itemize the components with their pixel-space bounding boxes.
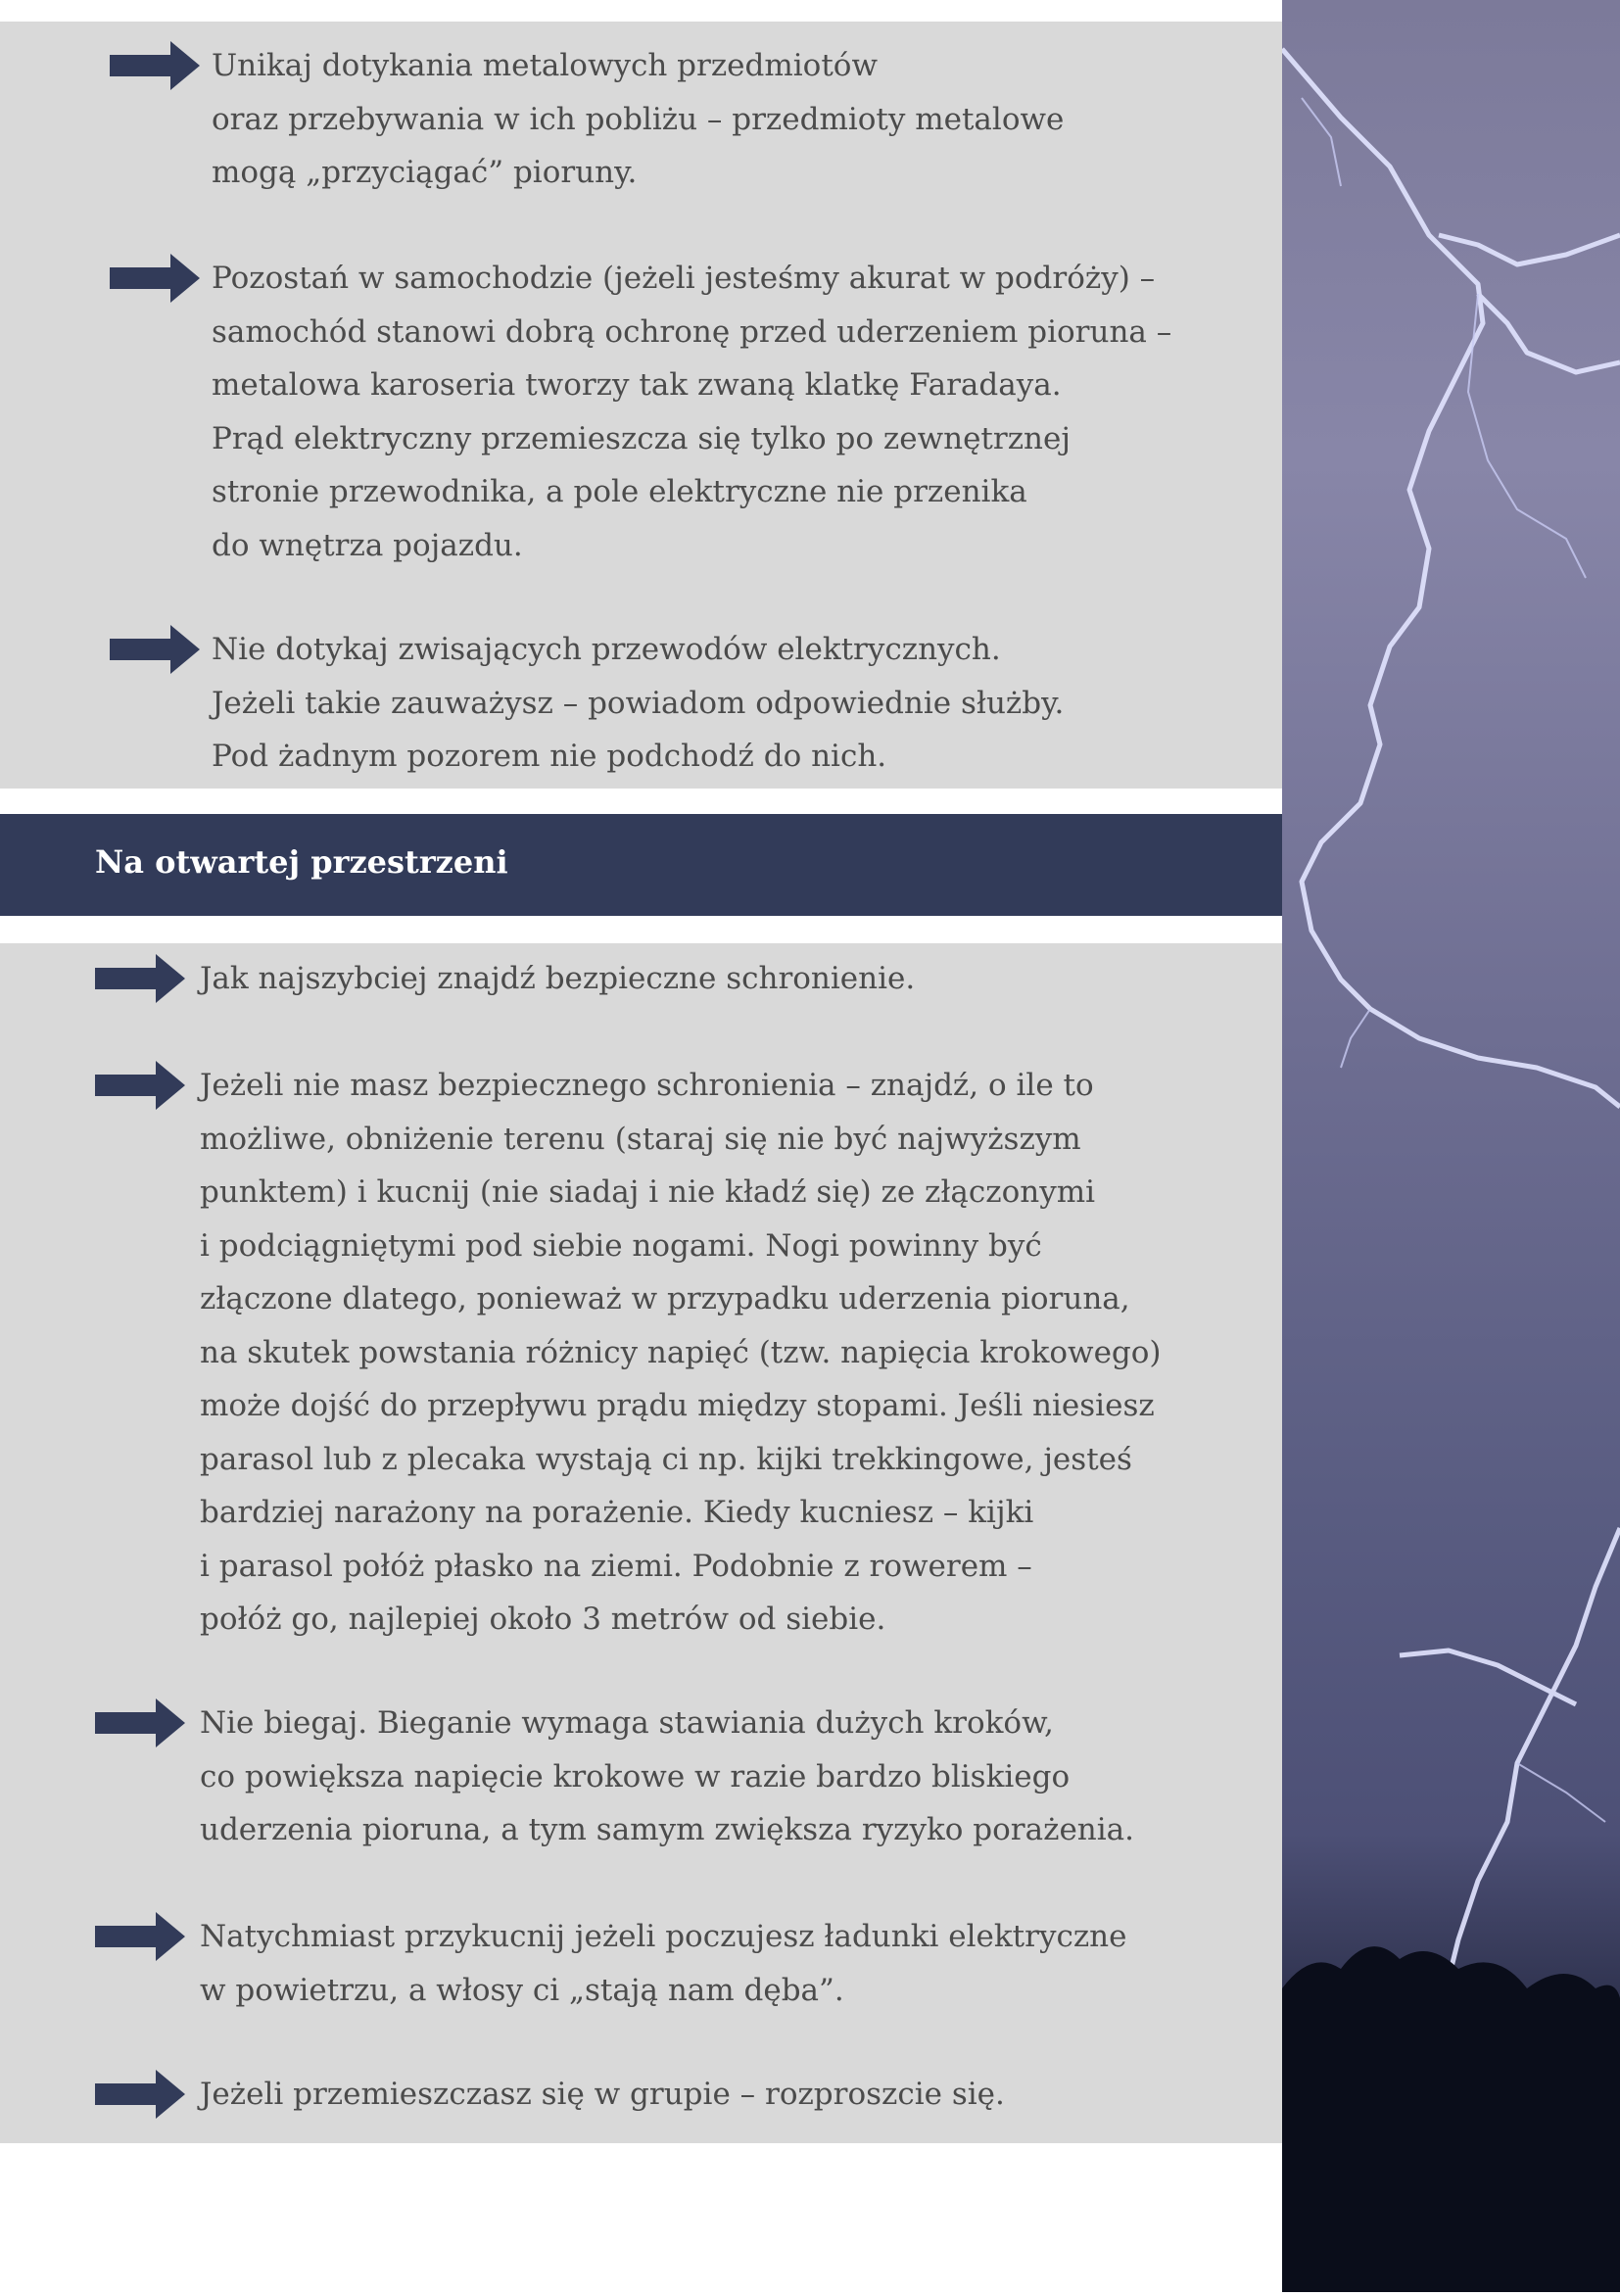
list-item-line: w powietrzu, a włosy ci „stają nam dęba”. bbox=[200, 1972, 844, 2008]
list-item-line: oraz przebywania w ich pobliżu – przedmioty metalowe bbox=[212, 101, 1065, 137]
list-item-line: Nie dotykaj zwisających przewodów elektrycznych. bbox=[212, 632, 1001, 667]
list-item-line: Pozostań w samochodzie (jeżeli jesteśmy akurat w podróży) – bbox=[212, 261, 1156, 296]
list-item-line: Jeżeli nie masz bezpiecznego schronienia – znajdź, o ile to bbox=[200, 1068, 1094, 1103]
list-item-line: złączone dlatego, ponieważ w przypadku uderzenia pioruna, bbox=[200, 1281, 1130, 1316]
list-item-line: Natychmiast przykucnij jeżeli poczujesz ładunki elektryczne bbox=[200, 1919, 1127, 1954]
list-item-line: Jeżeli przemieszczasz się w grupie – rozproszcie się. bbox=[200, 2077, 1005, 2112]
list-item-line: Jak najszybciej znajdź bezpieczne schronienie. bbox=[200, 961, 916, 996]
list-item-line: może dojść do przepływu prądu między stopami. Jeśli niesiesz bbox=[200, 1388, 1155, 1423]
list-item bbox=[200, 1697, 1134, 1857]
list-item-line: i parasol połóż płasko na ziemi. Podobnie z rowerem – bbox=[200, 1548, 1032, 1584]
list-item-line: Nie biegaj. Bieganie wymaga stawiania dużych kroków, bbox=[200, 1705, 1054, 1741]
arrow-bullet-icon bbox=[95, 1061, 185, 1110]
list-item bbox=[200, 1910, 1126, 2017]
list-item-line: do wnętrza pojazdu. bbox=[212, 527, 523, 563]
lightning-icon bbox=[1282, 0, 1620, 2292]
list-item-line: metalowa karoseria tworzy tak zwaną klatkę Faradaya. bbox=[212, 367, 1062, 403]
list-item-line: Prąd elektryczny przemieszcza się tylko po zewnętrznej bbox=[212, 420, 1071, 456]
list-item bbox=[212, 623, 1064, 784]
list-item-line: punktem) i kucnij (nie siadaj i nie kładź się) ze złączonymi bbox=[200, 1174, 1096, 1210]
list-item-line: bardziej narażony na porażenie. Kiedy kucniesz – kijki bbox=[200, 1495, 1034, 1530]
list-item bbox=[200, 2068, 1005, 2122]
list-item-line: parasol lub z plecaka wystają ci np. kijki trekkingowe, jesteś bbox=[200, 1441, 1132, 1477]
arrow-bullet-icon bbox=[110, 254, 200, 303]
list-item-line: co powiększa napięcie krokowe w razie bardzo bliskiego bbox=[200, 1758, 1071, 1794]
list-item bbox=[212, 252, 1171, 572]
arrow-bullet-icon bbox=[95, 2070, 185, 2119]
list-item bbox=[200, 1059, 1162, 1647]
section-header bbox=[0, 814, 1282, 916]
section-heading: Na otwartej przestrzeni bbox=[95, 843, 508, 881]
list-item-line: Pod żadnym pozorem nie podchodź do nich. bbox=[212, 739, 887, 774]
list-item-line: uderzenia pioruna, a tym samym zwiększa ryzyko porażenia. bbox=[200, 1812, 1135, 1847]
list-item-line: i podciągniętymi pod siebie nogami. Nogi powinny być bbox=[200, 1227, 1042, 1264]
list-item-line: połóż go, najlepiej około 3 metrów od siebie. bbox=[200, 1602, 886, 1637]
arrow-bullet-icon bbox=[95, 1912, 185, 1961]
list-item-line: na skutek powstania różnicy napięć (tzw. napięcia krokowego) bbox=[200, 1334, 1162, 1370]
arrow-bullet-icon bbox=[110, 41, 200, 90]
lightning-photo bbox=[1282, 0, 1620, 2292]
list-item-line: mogą „przyciągać” pioruny. bbox=[212, 155, 638, 190]
list-item-line: Jeżeli takie zauważysz – powiadom odpowiednie służby. bbox=[212, 685, 1065, 721]
arrow-bullet-icon bbox=[95, 954, 185, 1003]
list-item-line: samochód stanowi dobrą ochronę przed uderzeniem pioruna – bbox=[212, 313, 1172, 350]
list-item-line: możliwe, obniżenie terenu (staraj się nie być najwyższym bbox=[200, 1121, 1081, 1157]
arrow-bullet-icon bbox=[95, 1698, 185, 1747]
list-item bbox=[200, 952, 915, 1006]
list-item-line: Unikaj dotykania metalowych przedmiotów bbox=[212, 48, 879, 83]
list-item-line: stronie przewodnika, a pole elektryczne nie przenika bbox=[212, 474, 1027, 509]
arrow-bullet-icon bbox=[110, 625, 200, 674]
list-item bbox=[212, 39, 1064, 200]
